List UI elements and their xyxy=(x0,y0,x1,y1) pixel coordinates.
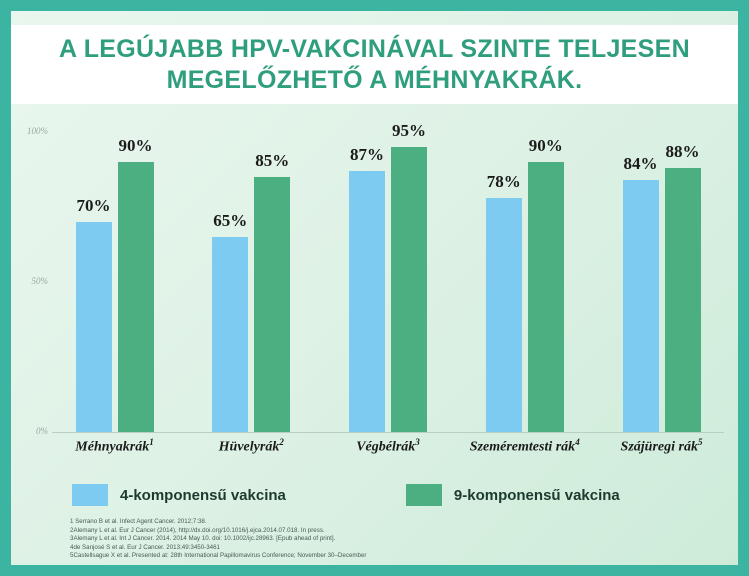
bar-value-label: 90% xyxy=(118,136,153,155)
frame-border-top xyxy=(0,0,749,11)
y-axis-tick-50: 50% xyxy=(31,276,48,286)
y-axis-tick-100: 100% xyxy=(27,126,48,136)
bar-group xyxy=(326,121,451,432)
bar-value-label: 78% xyxy=(486,172,521,191)
bar-group-container xyxy=(52,121,724,432)
footnote-1: 1 Serrano B et al. Infect Agent Cancer. 2012;7:38. xyxy=(70,518,207,525)
bar-value-label: 70% xyxy=(76,196,111,215)
legend-swatch-blue xyxy=(72,484,108,506)
category-label: Hüvelyrák$^2$ xyxy=(218,437,284,455)
bar-blue xyxy=(623,154,659,432)
bar-green xyxy=(254,151,290,432)
chart-baseline xyxy=(52,432,724,433)
bar-value-label: 85% xyxy=(255,151,290,170)
bar-value-label: 90% xyxy=(528,136,563,155)
frame-border-right xyxy=(738,0,749,576)
bar-green xyxy=(665,142,701,432)
legend-label-9-component: 9-komponensű vakcina xyxy=(453,486,620,504)
bar-blue xyxy=(212,211,248,432)
legend-label-4-component: 4-komponensű vakcina xyxy=(120,486,286,504)
chart-legend xyxy=(60,480,700,510)
bar-blue xyxy=(76,196,112,432)
bar-group xyxy=(599,132,724,432)
bar-green xyxy=(118,136,154,432)
chart-plot-area xyxy=(27,121,724,436)
bar-group xyxy=(52,132,177,432)
bar-value-label: 84% xyxy=(623,154,658,173)
bar-green xyxy=(391,121,427,432)
bar-group xyxy=(462,132,587,432)
legend-item-4-component xyxy=(72,484,286,506)
footnotes xyxy=(70,518,710,561)
title-band xyxy=(11,25,738,104)
bar-value-label: 87% xyxy=(350,145,384,164)
frame-border-left xyxy=(0,0,11,576)
bar-value-label: 95% xyxy=(392,121,426,140)
bar-green xyxy=(528,136,564,432)
category-label: Szájüregi rák$^5$ xyxy=(620,437,703,455)
footnote-2: 2Alemany L et al. Eur J Cancer (2014), http://dx.doi.org/10.1016/j.ejca.2014.07.018. In press. xyxy=(70,526,325,534)
footnote-4: 4de Sanjosé S et al. Eur J Cancer. 2013;49:3450-3461 xyxy=(70,543,220,551)
bar-value-label: 65% xyxy=(213,211,248,230)
legend-swatch-green xyxy=(406,484,442,506)
page-title: A LEGÚJABB HPV-VAKCINÁVAL SZINTE TELJESEN MEGELŐZHETŐ A MÉHNYAKRÁK. xyxy=(59,34,690,94)
bar-group xyxy=(189,132,314,432)
footnote-3: 3Alemany L et al. Int J Cancer. 2014. 2014 May 10. doi: 10.1002/ijc.28963. [Epub ahead of print]. xyxy=(70,535,336,543)
bar-blue xyxy=(486,172,522,432)
bar-blue xyxy=(349,145,385,432)
category-label: Végbélrák$^3$ xyxy=(356,437,420,455)
category-labels xyxy=(52,437,724,463)
legend-item-9-component xyxy=(406,484,620,506)
bar-value-label: 88% xyxy=(665,142,700,161)
footnote-5: 5Castellsague X et al. Presented at: 28th International Papillomavirus Conference; November 30–December xyxy=(70,552,367,560)
frame-border-bottom xyxy=(0,565,749,576)
category-label: Méhnyakrák$^1$ xyxy=(75,437,154,455)
category-label: Szeméremtesti rák$^4$ xyxy=(469,437,580,455)
y-axis-tick-0: 0% xyxy=(36,426,48,436)
